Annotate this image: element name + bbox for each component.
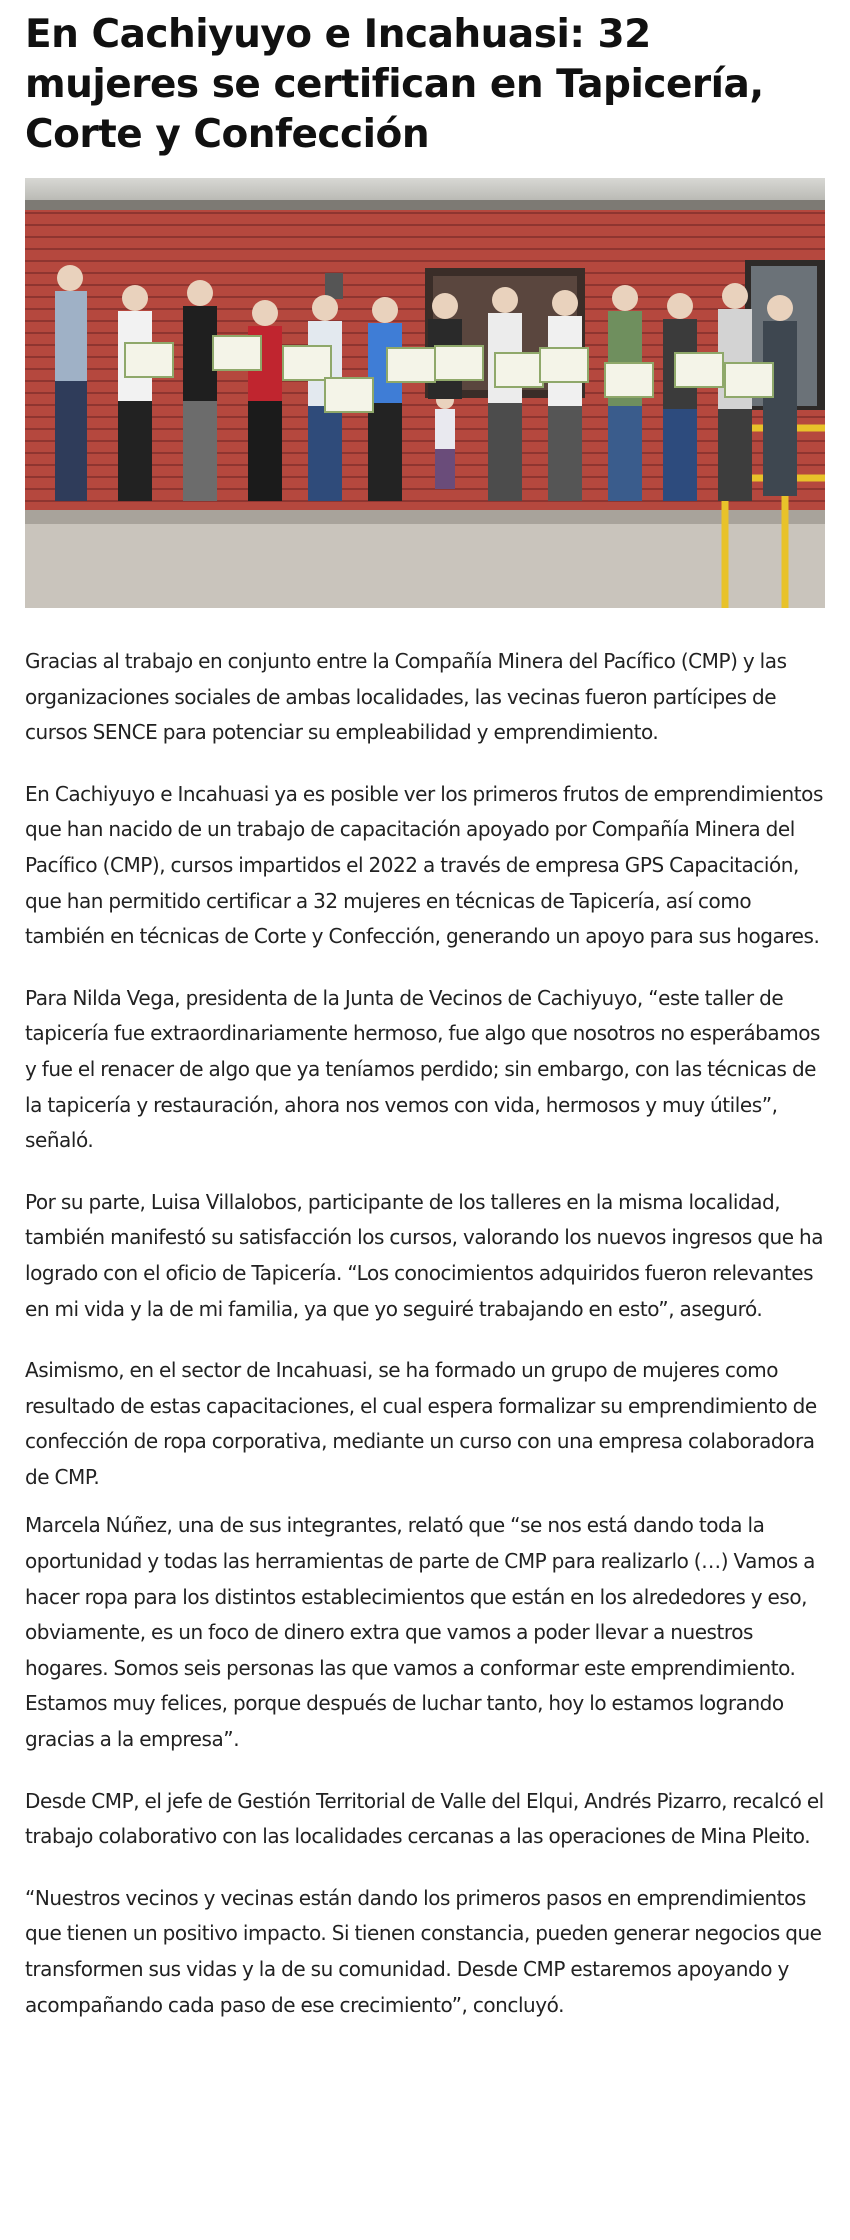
article bbox=[25, 0, 825, 2023]
article-paragraph: “Nuestros vecinos y vecinas están dando los primeros pasos en emprendimientos que tienen un positivo impacto. Si tienen constancia, pueden generar negocios que transformen sus vidas y la de su comunidad. Desde CMP estaremos apoyando y acompañando cada paso de ese crecimiento”, concluyó. bbox=[25, 1885, 822, 2017]
article-paragraph: Por su parte, Luisa Villalobos, participante de los talleres en la misma localidad, también manifestó su satisfacción los cursos, valorando los nuevos ingresos que ha logrado con el oficio de Tapicería. “Los conocimientos adquiridos fueron relevantes en mi vida y la de mi familia, ya que yo seguiré trabajando en esto”, aseguró. bbox=[25, 1189, 824, 1321]
article-photo bbox=[25, 178, 825, 608]
article-paragraph: Marcela Núñez, una de sus integrantes, relató que “se nos está dando toda la oportunidad y todas las herramientas de parte de CMP para realizarlo (…) Vamos a hacer ropa para los distintos establecimientos que están en los alrededores y eso, obviamente, es un foco de dinero extra que vamos a poder llevar a nuestros hogares. Somos seis personas las que vamos a conformar este emprendimiento. Estamos muy felices, porque después de luchar tanto, hoy lo estamos logrando gracias a la empresa”. bbox=[25, 1513, 815, 1752]
article-paragraph: Desde CMP, el jefe de Gestión Territorial de Valle del Elqui, Andrés Pizarro, recalcó el trabajo colaborativo con las localidades cercanas a las operaciones de Mina Pleito. bbox=[25, 1788, 824, 1849]
article-paragraph: En Cachiyuyo e Incahuasi ya es posible ver los primeros frutos de emprendimientos que han nacido de un trabajo de capacitación apoyado por Compañía Minera del Pacífico (CMP), cursos impartidos el 2022 a través de empresa GPS Capacitación, que han permitido certificar a 32 mujeres en técnicas de Tapicería, así como también en técnicas de Corte y Confección, generando un apoyo para sus hogares. bbox=[25, 781, 823, 949]
article-title: En Cachiyuyo e Incahuasi: 32 mujeres se certifican en Tapicería, Corte y Confección bbox=[25, 12, 764, 157]
article-paragraph: Para Nilda Vega, presidenta de la Junta de Vecinos de Cachiyuyo, “este taller de tapicería fue extraordinariamente hermoso, fue algo que nosotros no esperábamos y fue el renacer de algo que ya teníamos perdido; sin embargo, con las técnicas de la tapicería y restauración, ahora nos vemos con vida, hermosos y muy útiles”, señaló. bbox=[25, 985, 820, 1153]
article-paragraph: Gracias al trabajo en conjunto entre la Compañía Minera del Pacífico (CMP) y las organizaciones sociales de ambas localidades, las vecinas fueron partícipes de cursos SENCE para potenciar su empleabilidad y emprendimiento. bbox=[25, 649, 787, 745]
article-paragraph: Asimismo, en el sector de Incahuasi, se ha formado un grupo de mujeres como resultado de estas capacitaciones, el cual espera formalizar su emprendimiento de confección de ropa corporativa, mediante un curso con una empresa colaboradora de CMP. bbox=[25, 1358, 817, 1489]
article-body bbox=[25, 644, 825, 2023]
